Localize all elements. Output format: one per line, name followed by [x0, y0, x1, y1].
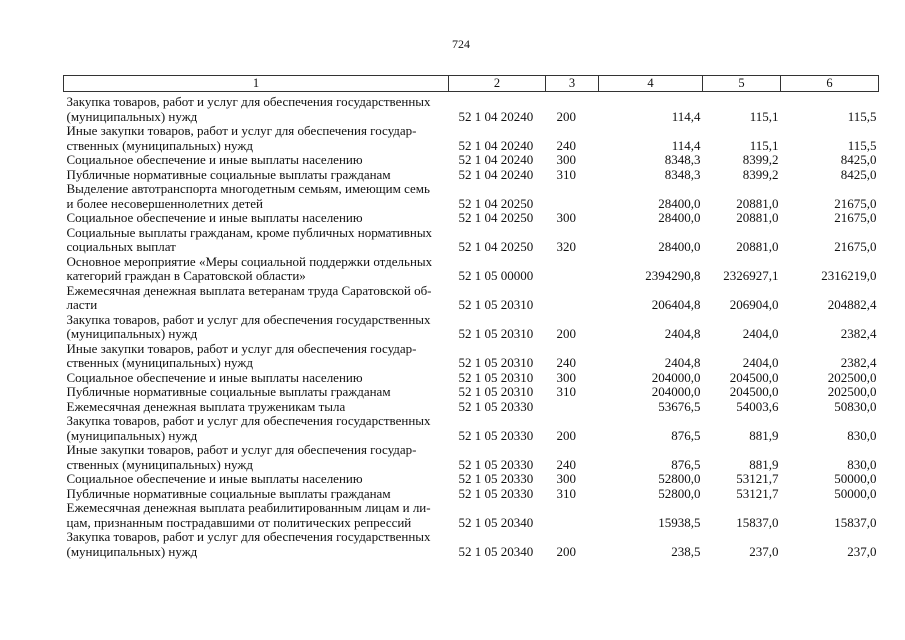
- column-header: 4: [599, 76, 703, 92]
- amount-col6: 21675,0: [834, 239, 877, 254]
- amount-col5: 206904,0: [729, 297, 779, 312]
- row-description: Ежемесячная денежная выплата реабилитированным лицам и ли- цам, признанным пострадавшими от политических репрессий: [66, 500, 431, 530]
- amount-col4: 876,5: [671, 456, 701, 472]
- amount-col5: 2326927,1: [723, 268, 779, 283]
- amount-col6: 50000,0: [834, 485, 877, 501]
- table-row: [64, 371, 879, 386]
- target-article-code: 52 1 05 20330: [458, 427, 534, 443]
- amount-col5: 20881,0: [736, 195, 779, 211]
- amount-col6: 15837,0: [834, 514, 877, 530]
- table-row: [64, 168, 879, 183]
- amount-col6: 21675,0: [834, 210, 877, 225]
- amount-col6: 204882,4: [827, 297, 877, 312]
- amount-col4: 53676,5: [658, 398, 701, 414]
- table-row: [64, 255, 879, 284]
- column-number-row: [64, 76, 879, 92]
- amount-col5: 204500,0: [729, 384, 779, 399]
- expense-type-code: 300: [556, 471, 576, 486]
- column-header: 6: [781, 76, 879, 92]
- amount-col6: 2316219,0: [821, 268, 877, 283]
- row-description: Закупка товаров, работ и услуг для обеспечения государственных (муниципальных) нужд: [66, 94, 431, 124]
- row-description: Публичные нормативные социальные выплаты гражданам: [66, 485, 391, 501]
- row-description: Выделение автотранспорта многодетным семьям, имеющим семь и более несовершеннолетних детей: [66, 181, 430, 211]
- amount-col4: 114,4: [671, 137, 701, 153]
- amount-col4: 204000,0: [651, 384, 701, 399]
- amount-col6: 115,5: [847, 137, 877, 153]
- amount-col5: 237,0: [749, 543, 779, 559]
- row-description: Социальное обеспечение и иные выплаты населению: [66, 369, 363, 385]
- expense-type-code: 310: [556, 384, 576, 399]
- target-article-code: 52 1 05 20310: [458, 326, 534, 341]
- table-row: [64, 226, 879, 255]
- amount-col5: 8399,2: [742, 152, 779, 167]
- row-description: Публичные нормативные социальные выплаты гражданам: [66, 384, 391, 399]
- amount-col6: 8425,0: [840, 152, 877, 167]
- amount-col4: 15938,5: [658, 514, 701, 530]
- expense-type-code: 300: [556, 152, 576, 167]
- table-row: [64, 414, 879, 443]
- target-article-code: 52 1 04 20250: [458, 195, 534, 211]
- target-article-code: 52 1 04 20240: [458, 166, 534, 182]
- amount-col6: 115,5: [847, 108, 877, 124]
- expense-type-code: 240: [556, 355, 576, 370]
- table-row: [64, 182, 879, 211]
- amount-col5: 20881,0: [736, 239, 779, 254]
- target-article-code: 52 1 05 20310: [458, 384, 534, 399]
- expense-type-code: 240: [556, 137, 576, 153]
- amount-col5: 15837,0: [736, 514, 779, 530]
- amount-col6: 8425,0: [840, 166, 877, 182]
- target-article-code: 52 1 05 20310: [458, 369, 534, 385]
- expense-type-code: 200: [556, 427, 576, 443]
- target-article-code: 52 1 04 20250: [458, 239, 534, 254]
- amount-col4: 114,4: [671, 108, 701, 124]
- row-description: Иные закупки товаров, работ и услуг для обеспечения государ- ственных (муниципальных) нужд: [66, 442, 417, 472]
- amount-col4: 876,5: [671, 427, 701, 443]
- table-row: [64, 385, 879, 400]
- column-header: 2: [449, 76, 546, 92]
- target-article-code: 52 1 04 20240: [458, 152, 534, 167]
- expense-type-code: [546, 501, 599, 530]
- amount-col6: 202500,0: [827, 384, 877, 399]
- table-row: [64, 400, 879, 415]
- amount-col4: 52800,0: [658, 471, 701, 486]
- expense-type-code: 310: [556, 166, 576, 182]
- table-row: [64, 530, 879, 559]
- amount-col5: 204500,0: [729, 369, 779, 385]
- table-row: [64, 284, 879, 313]
- amount-col6: 202500,0: [827, 369, 877, 385]
- amount-col5: 8399,2: [742, 166, 779, 182]
- amount-col6: 830,0: [847, 427, 877, 443]
- amount-col4: 52800,0: [658, 485, 701, 501]
- page-number: 724: [452, 37, 470, 51]
- expense-type-code: 310: [556, 485, 576, 501]
- expense-type-code: 240: [556, 456, 576, 472]
- target-article-code: 52 1 05 20330: [458, 456, 534, 472]
- target-article-code: 52 1 04 20240: [458, 108, 534, 124]
- row-description: Социальное обеспечение и иные выплаты населению: [66, 152, 363, 167]
- amount-col4: 2394290,8: [645, 268, 701, 283]
- row-description: Закупка товаров, работ и услуг для обеспечения государственных (муниципальных) нужд: [66, 311, 431, 341]
- row-description: Основное мероприятие «Меры социальной поддержки отдельных категорий граждан в Саратовской области»: [66, 253, 433, 283]
- amount-col5: 115,1: [749, 137, 779, 153]
- target-article-code: 52 1 04 20250: [458, 210, 534, 225]
- target-article-code: 52 1 05 20330: [458, 485, 534, 501]
- target-article-code: 52 1 05 00000: [458, 268, 534, 283]
- table-row: [64, 487, 879, 502]
- row-description: Социальное обеспечение и иные выплаты населению: [66, 210, 363, 225]
- amount-col6: 2382,4: [840, 355, 877, 370]
- target-article-code: 52 1 05 20310: [458, 355, 534, 370]
- table-row: [64, 501, 879, 530]
- amount-col6: 50830,0: [834, 398, 877, 414]
- amount-col4: 28400,0: [658, 239, 701, 254]
- column-header: 1: [64, 76, 449, 92]
- amount-col4: 2404,8: [664, 326, 701, 341]
- amount-col5: 2404,0: [742, 355, 779, 370]
- amount-col6: 237,0: [847, 543, 877, 559]
- amount-col4: 204000,0: [651, 369, 701, 385]
- amount-col5: 20881,0: [736, 210, 779, 225]
- amount-col4: 2404,8: [664, 355, 701, 370]
- amount-col5: 881,9: [749, 427, 779, 443]
- budget-table: [63, 75, 879, 559]
- expense-type-code: [546, 400, 599, 415]
- table-row: [64, 342, 879, 371]
- table-row: [64, 211, 879, 226]
- amount-col4: 28400,0: [658, 210, 701, 225]
- amount-col5: 2404,0: [742, 326, 779, 341]
- expense-type-code: 320: [556, 239, 576, 254]
- table-row: [64, 313, 879, 342]
- target-article-code: 52 1 05 20310: [458, 297, 534, 312]
- amount-col4: 206404,8: [651, 297, 701, 312]
- amount-col6: 50000,0: [834, 471, 877, 486]
- column-header: 5: [703, 76, 781, 92]
- expense-type-code: 200: [556, 108, 576, 124]
- table-row: [64, 124, 879, 153]
- expense-type-code: 300: [556, 369, 576, 385]
- table-row: [64, 92, 879, 125]
- target-article-code: 52 1 05 20340: [458, 514, 534, 530]
- amount-col6: 2382,4: [840, 326, 877, 341]
- table-row: [64, 472, 879, 487]
- target-article-code: 52 1 05 20330: [458, 398, 534, 414]
- row-description: Иные закупки товаров, работ и услуг для обеспечения государ- ственных (муниципальных) нужд: [66, 123, 417, 153]
- row-description: Ежемесячная денежная выплата труженикам тыла: [66, 398, 346, 414]
- expense-type-code: 200: [556, 326, 576, 341]
- column-header: 3: [546, 76, 599, 92]
- target-article-code: 52 1 04 20240: [458, 137, 534, 153]
- row-description: Социальные выплаты гражданам, кроме публичных нормативных социальных выплат: [66, 224, 433, 254]
- row-description: Иные закупки товаров, работ и услуг для обеспечения государ- ственных (муниципальных) нужд: [66, 340, 417, 370]
- amount-col5: 53121,7: [736, 485, 779, 501]
- row-description: Закупка товаров, работ и услуг для обеспечения государственных (муниципальных) нужд: [66, 529, 431, 559]
- amount-col5: 54003,6: [736, 398, 779, 414]
- expense-type-code: [546, 284, 599, 313]
- table-row: [64, 153, 879, 168]
- amount-col5: 53121,7: [736, 471, 779, 486]
- expense-type-code: [546, 182, 599, 211]
- row-description: Социальное обеспечение и иные выплаты населению: [66, 471, 363, 486]
- amount-col4: 28400,0: [658, 195, 701, 211]
- amount-col6: 21675,0: [834, 195, 877, 211]
- amount-col5: 881,9: [749, 456, 779, 472]
- expense-type-code: [546, 255, 599, 284]
- amount-col6: 830,0: [847, 456, 877, 472]
- amount-col5: 115,1: [749, 108, 779, 124]
- amount-col4: 8348,3: [664, 166, 701, 182]
- row-description: Закупка товаров, работ и услуг для обеспечения государственных (муниципальных) нужд: [66, 413, 431, 443]
- target-article-code: 52 1 05 20340: [458, 543, 534, 559]
- amount-col4: 238,5: [671, 543, 701, 559]
- expense-type-code: 200: [556, 543, 576, 559]
- amount-col4: 8348,3: [664, 152, 701, 167]
- row-description: Публичные нормативные социальные выплаты гражданам: [66, 166, 391, 182]
- expense-type-code: 300: [556, 210, 576, 225]
- table-row: [64, 443, 879, 472]
- row-description: Ежемесячная денежная выплата ветеранам труда Саратовской об- ласти: [66, 282, 432, 312]
- target-article-code: 52 1 05 20330: [458, 471, 534, 486]
